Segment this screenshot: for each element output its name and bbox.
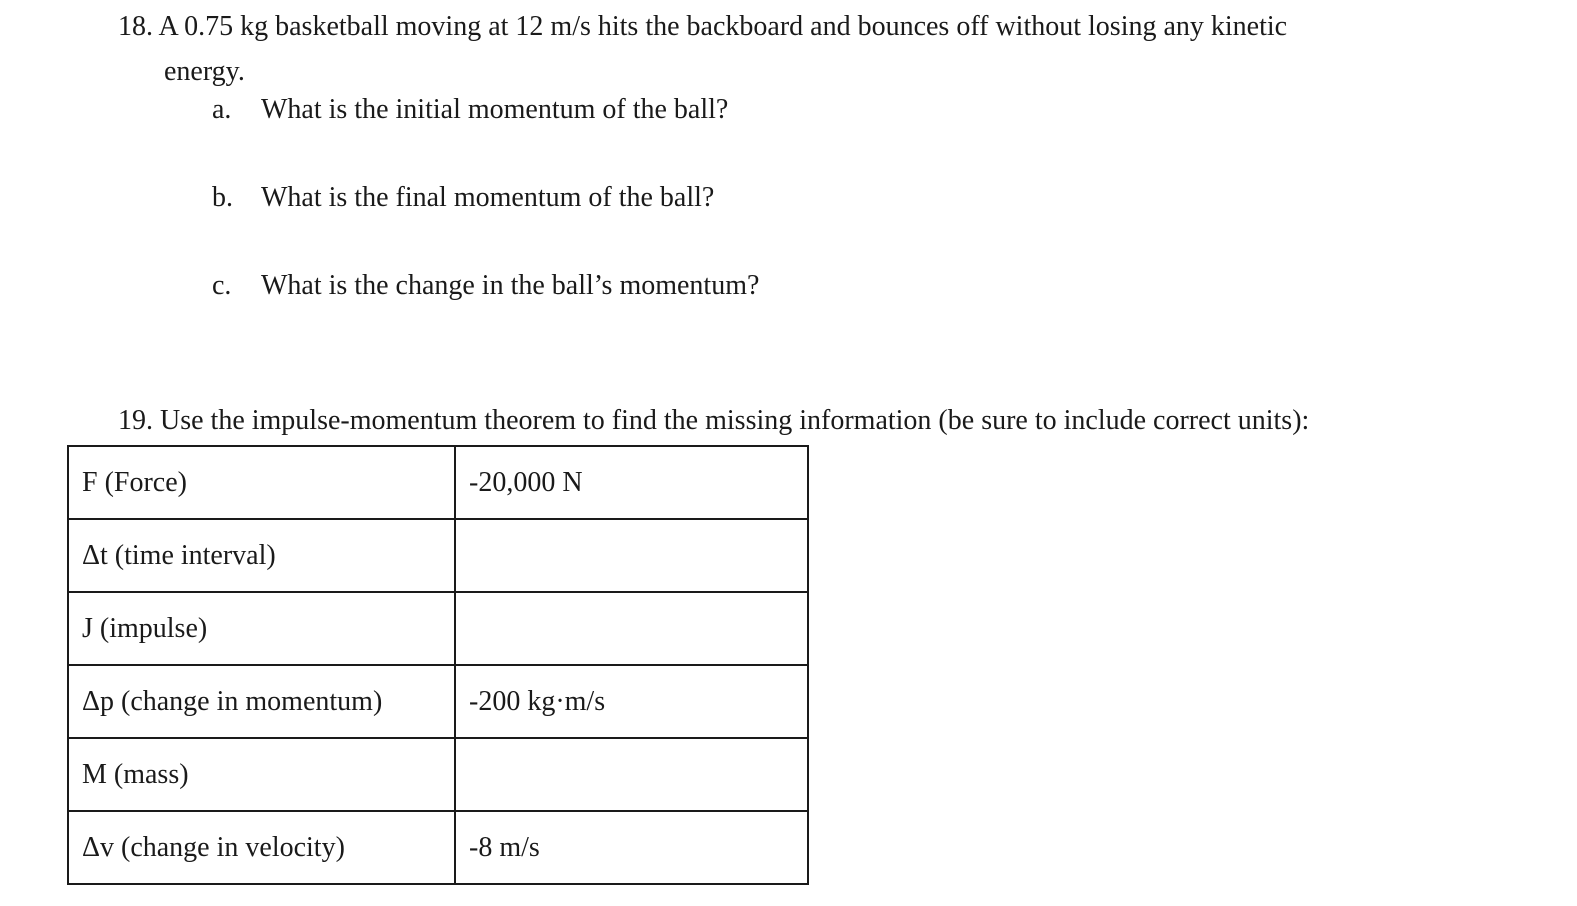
- part-text: What is the change in the ball’s momentum?: [261, 270, 760, 301]
- table-row: [68, 738, 808, 811]
- part-text: What is the final momentum of the ball?: [261, 182, 715, 213]
- table-row: [68, 519, 808, 592]
- row-label: Δv (change in velocity): [68, 811, 455, 884]
- part-letter: c.: [212, 270, 232, 301]
- row-value: [455, 519, 808, 592]
- row-label: F (Force): [68, 446, 455, 519]
- question-18-part-c: [212, 268, 759, 304]
- row-label: M (mass): [68, 738, 455, 811]
- question-18-part-b: [212, 180, 714, 216]
- question-19-stem: 19. Use the impulse-momentum theorem to find the missing information (be sure to include correct units):: [118, 405, 1310, 436]
- part-letter: a.: [212, 94, 232, 125]
- table-row: [68, 446, 808, 519]
- row-value: [455, 592, 808, 665]
- part-letter: b.: [212, 182, 233, 213]
- row-label: J (impulse): [68, 592, 455, 665]
- question-18-text-line2: energy.: [164, 56, 245, 87]
- question-18-stem: [118, 4, 1518, 94]
- question-18-text-line1: 18. A 0.75 kg basketball moving at 12 m/s hits the backboard and bounces off without losing any kinetic: [118, 11, 1288, 42]
- row-value: -200 kg·m/s: [455, 665, 808, 738]
- question-18-part-a: [212, 92, 728, 128]
- table-row: [68, 811, 808, 884]
- row-label: Δt (time interval): [68, 519, 455, 592]
- table-row: [68, 592, 808, 665]
- row-value: -20,000 N: [455, 446, 808, 519]
- row-value: [455, 738, 808, 811]
- part-text: What is the initial momentum of the ball?: [261, 94, 729, 125]
- row-value: -8 m/s: [455, 811, 808, 884]
- table-row: [68, 665, 808, 738]
- impulse-momentum-table: [67, 445, 809, 885]
- row-label: Δp (change in momentum): [68, 665, 455, 738]
